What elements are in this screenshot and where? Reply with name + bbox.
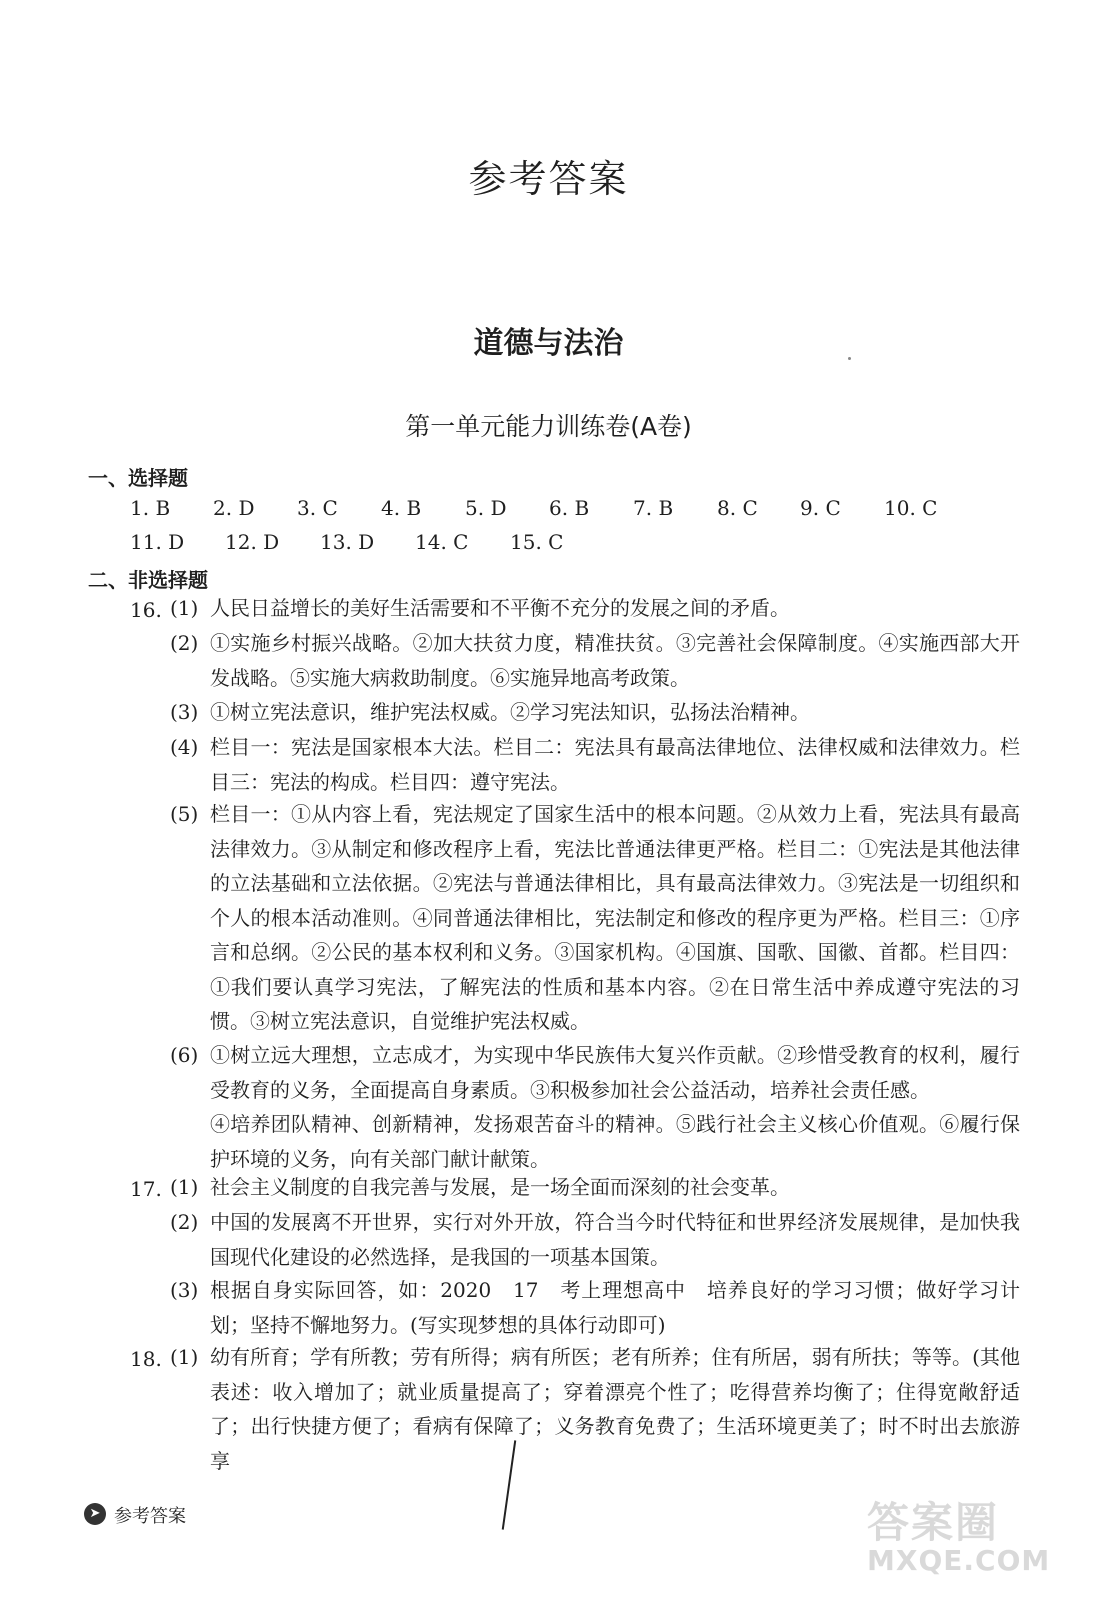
answer-text: 幼有所育；学有所教；劳有所得；病有所医；老有所养；住有所居，弱有所扶；等等。(其他表述：收入增加了；就业质量提高了；穿着漂亮个性了；吃得营养均衡了；住得宽敞舒适了；出行快捷方便了；看病有保障了；义务教育免费了；生活环境更美了；时不时出去旅游享 xyxy=(210,1345,1020,1473)
answer-label: (2) xyxy=(170,631,199,655)
answer-text: ①树立宪法意识，维护宪法权威。②学习宪法知识，弘扬法治精神。 xyxy=(210,700,810,724)
mc-answer: 12. D xyxy=(225,530,280,554)
answer-text: ④培养团队精神、创新精神，发扬艰苦奋斗的精神。⑤践行社会主义核心价值观。⑥履行保护环境的义务，向有关部门献计献策。 xyxy=(210,1112,1020,1171)
answer-text: ①树立远大理想，立志成才，为实现中华民族伟大复兴作贡献。②珍惜受教育的权利，履行受教育的义务，全面提高自身素质。③积极参加社会公益活动，培养社会责任感。 xyxy=(210,1043,1020,1102)
answer-label: (6) xyxy=(170,1043,199,1067)
question-number-18: 18. xyxy=(130,1347,162,1371)
mc-answer: 8. C xyxy=(717,496,758,520)
answer-label: (1) xyxy=(170,1175,199,1199)
answer-label: (5) xyxy=(170,802,199,826)
answer-text: 社会主义制度的自我完善与发展，是一场全面而深刻的社会变革。 xyxy=(210,1175,790,1199)
answer-label: (2) xyxy=(170,1210,199,1234)
answer-label: (1) xyxy=(170,1345,199,1369)
answer-17-3 xyxy=(170,1273,1020,1342)
answer-text: 中国的发展离不开世界，实行对外开放，符合当今时代特征和世界经济发展规律，是加快我国现代化建设的必然选择，是我国的一项基本国策。 xyxy=(210,1210,1020,1269)
watermark-logo: 答案圈 xyxy=(867,1498,1000,1547)
answer-label: (3) xyxy=(170,700,199,724)
answer-16-4 xyxy=(170,730,1020,799)
answer-17-1 xyxy=(170,1170,1020,1205)
mc-answer: 7. B xyxy=(633,496,674,520)
mc-answer: 4. B xyxy=(381,496,422,520)
page-title: 参考答案 xyxy=(468,157,629,201)
answer-16-2 xyxy=(170,626,1020,695)
mc-answer: 15. C xyxy=(510,530,564,554)
question-number-17: 17. xyxy=(130,1177,162,1201)
answer-text: 人民日益增长的美好生活需要和不平衡不充分的发展之间的矛盾。 xyxy=(210,596,790,620)
answer-text: 栏目一：宪法是国家根本大法。栏目二：宪法具有最高法律地位、法律权威和法律效力。栏目三：宪法的构成。栏目四：遵守宪法。 xyxy=(210,735,1020,794)
mc-answer: 9. C xyxy=(800,496,841,520)
section-heading-nonchoice: 二、非选择题 xyxy=(88,568,208,592)
answer-label: (1) xyxy=(170,596,199,620)
mc-answer: 13. D xyxy=(320,530,375,554)
answer-16-5 xyxy=(170,797,1020,1039)
answer-16-1 xyxy=(170,591,1020,626)
answer-16-3 xyxy=(170,695,1020,730)
unit-title: 第一单元能力训练卷(A卷) xyxy=(405,412,692,441)
mc-answer: 5. D xyxy=(465,496,507,520)
mc-answer: 10. C xyxy=(884,496,938,520)
section-heading-choice: 一、选择题 xyxy=(88,466,188,490)
mc-answer: 2. D xyxy=(213,496,255,520)
question-number-16: 16. xyxy=(130,598,162,622)
answer-16-6 xyxy=(170,1038,1020,1176)
footer-label: 参考答案 xyxy=(114,1506,186,1527)
mc-answer: 11. D xyxy=(130,530,185,554)
subject-title: 道德与法治 xyxy=(473,326,624,361)
mc-answer: 6. B xyxy=(549,496,590,520)
mc-answer: 14. C xyxy=(415,530,469,554)
answer-label: (4) xyxy=(170,735,199,759)
mc-answer: 1. B xyxy=(130,496,171,520)
footer-arrow-icon: ➤ xyxy=(84,1503,106,1525)
mc-answer: 3. C xyxy=(297,496,338,520)
answer-label: (3) xyxy=(170,1278,199,1302)
answer-text: ①实施乡村振兴战略。②加大扶贫力度，精准扶贫。③完善社会保障制度。④实施西部大开发战略。⑤实施大病救助制度。⑥实施异地高考政策。 xyxy=(210,631,1020,690)
watermark xyxy=(867,1490,1067,1575)
answer-text: 根据自身实际回答，如：2020 17 考上理想高中 培养良好的学习习惯；做好学习计划；坚持不懈地努力。(写实现梦想的具体行动即可) xyxy=(210,1278,1020,1337)
answer-17-2 xyxy=(170,1205,1020,1274)
answer-18-1 xyxy=(170,1340,1020,1478)
watermark-url: MXQE.COM xyxy=(867,1544,1051,1577)
answer-text: 栏目一：①从内容上看，宪法规定了国家生活中的根本问题。②从效力上看，宪法具有最高法律效力。③从制定和修改程序上看，宪法比普通法律更严格。栏目二：①宪法是其他法律的立法基础和立法依据。②宪法与普通法律相比，具有最高法律效力。③宪法是一切组织和个人的根本活动准则。④同普通法律相比，宪法制定和修改的程序更为严格。栏目三：①序言和总纲。②公民的基本权利和义务。③国家机构。④国旗、国歌、国徽、首都。栏目四：①我们要认真学习宪法，了解宪法的性质和基本内容。②在日常生活中养成遵守宪法的习惯。③树立宪法意识，自觉维护宪法权威。 xyxy=(210,802,1020,1033)
